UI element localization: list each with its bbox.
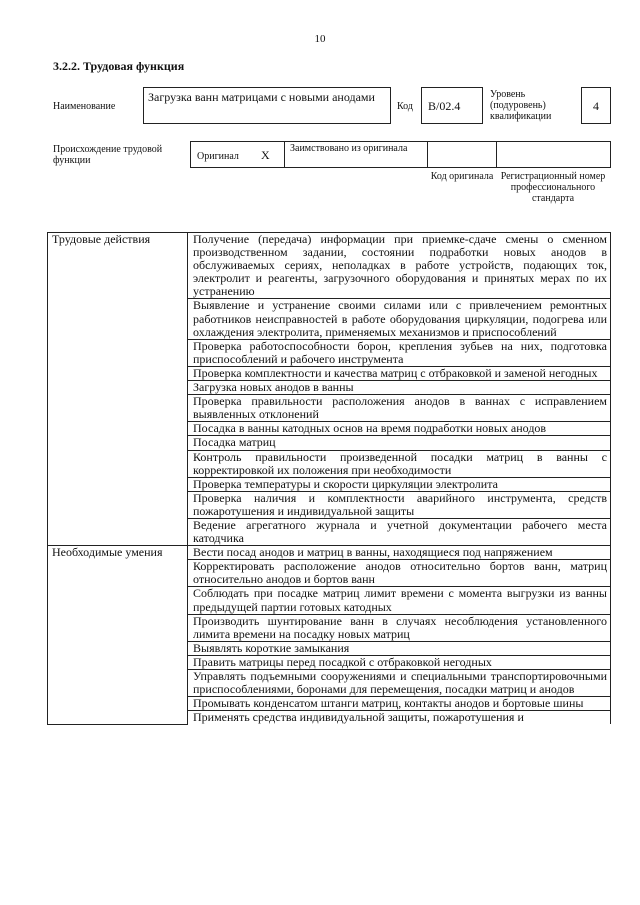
- section-title-cell: Необходимые умения: [48, 546, 188, 725]
- name-value: Загрузка ванн матрицами с новыми анодами: [148, 90, 375, 104]
- name-label: Наименование: [53, 101, 116, 112]
- list-item: Посадка матриц: [188, 436, 611, 450]
- code-value-box: [421, 87, 483, 124]
- level-value: 4: [593, 99, 599, 113]
- origin-label: Происхождение трудовой функции: [53, 144, 163, 166]
- list-item: Контроль правильности произведенной посадки матриц в ванны с корректировкой их положения при необходимости: [188, 450, 611, 477]
- list-item: Выявлять короткие замыкания: [188, 641, 611, 655]
- original-label: Оригинал: [197, 151, 239, 162]
- list-item: Загрузка новых анодов в ванны: [188, 381, 611, 395]
- level-value-box: [581, 87, 611, 124]
- list-item: Проверка комплектности и качества матриц с отбраковкой и заменой негодных: [188, 366, 611, 380]
- list-item: Вести посад анодов и матриц в ванны, находящиеся под напряжением: [188, 546, 611, 560]
- code-label: Код: [397, 101, 413, 112]
- list-item: Проверка правильности расположения анодов в ваннах с исправлением выявленных отклонений: [188, 395, 611, 422]
- list-item: Применять средства индивидуальной защиты, пожаротушения и: [188, 711, 611, 725]
- section-title-cell: Трудовые действия: [48, 233, 188, 546]
- list-item: Производить шунтирование ванн в случаях несоблюдения установленного лимита времени на посадку новых матриц: [188, 614, 611, 641]
- list-item: Получение (передача) информации при приемке-сдаче смены о сменном производственном задании, состоянии подработки новых анодов в обслуживаемых сериях, неполадках в работе устройств, подающих ток, электролит и реагенты, загрузочного оборудования и принятых мерах по их устранению: [188, 233, 611, 299]
- page-number: 10: [314, 33, 326, 45]
- borrowed-label: Заимствовано из оригинала: [290, 143, 408, 154]
- original-mark: X: [261, 148, 270, 162]
- section-title: 3.2.2. Трудовая функция: [53, 59, 185, 73]
- list-item: Ведение агрегатного журнала и учетной документации рабочего места катодчика: [188, 518, 611, 545]
- list-item: Корректировать расположение анодов относительно бортов ванн, матриц относительно анодов и бортов ванн: [188, 560, 611, 587]
- list-item: Промывать конденсатом штанги матриц, контакты анодов и бортовые шины: [188, 697, 611, 711]
- name-value-box: [143, 87, 391, 124]
- list-item: Соблюдать при посадке матриц лимит времени с момента выгрузки из ванны предыдущей партии готовых катодных: [188, 587, 611, 614]
- table-row: [48, 233, 611, 299]
- list-item: Выявление и устранение своими силами или с привлечением ремонтных работников неисправностей в работе оборудования циркуляции, подогрева или охлаждения электролита, применяемых механизмов и приспособлений: [188, 299, 611, 339]
- level-label: Уровень (подуровень) квалификации: [490, 89, 552, 122]
- list-item: Управлять подъемными сооружениями и специальными транспортировочными приспособлениями, боронами для перемещения, посадки матриц и анодов: [188, 670, 611, 697]
- list-item: Проверка температуры и скорости циркуляции электролита: [188, 477, 611, 491]
- labor-function-table: [47, 232, 611, 725]
- code-original-label: Код оригинала: [430, 171, 494, 182]
- list-item: Посадка в ванны катодных основ на время подработки новых анодов: [188, 422, 611, 436]
- list-item: Проверка наличия и комплектности аварийного инструмента, средств пожаротушения и индивидуальной защиты: [188, 491, 611, 518]
- table-row: [48, 546, 611, 560]
- origin-divider-2: [427, 142, 428, 167]
- origin-divider-1: [284, 142, 285, 167]
- list-item: Править матрицы перед посадкой с отбраковкой негодных: [188, 655, 611, 669]
- code-value: В/02.4: [428, 99, 461, 113]
- list-item: Проверка работоспособности борон, крепления зубьев на них, подготовка приспособлений и рабочего инструмента: [188, 339, 611, 366]
- origin-row: [190, 141, 611, 168]
- reg-number-label: Регистрационный номер профессионального стандарта: [500, 171, 606, 204]
- origin-divider-3: [496, 142, 497, 167]
